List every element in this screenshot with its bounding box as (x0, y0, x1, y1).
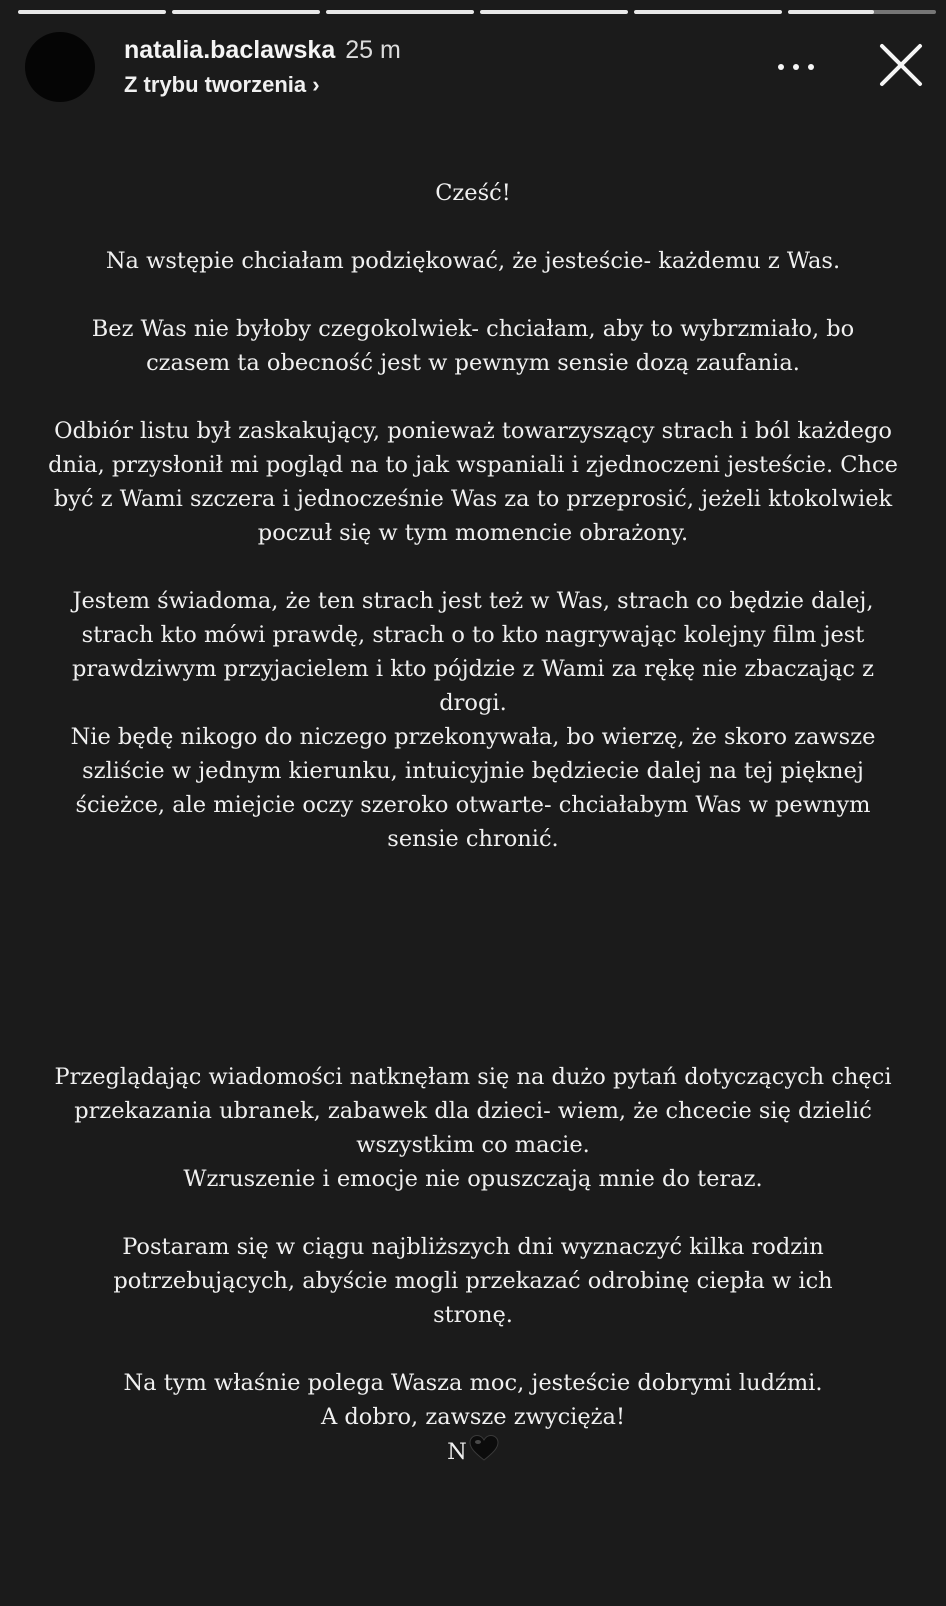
paragraph-1: Na wstępie chciałam podziękować, że jesteście- każdemu z Was. (105, 248, 841, 274)
story-header (25, 30, 926, 106)
paragraph-9: Na tym właśnie polega Wasza moc, jesteście dobrymi ludźmi. (123, 1370, 823, 1396)
paragraph-10: A dobro, zawsze zwycięża! (320, 1404, 625, 1430)
progress-segment-3 (326, 10, 474, 14)
progress-segment-1 (18, 10, 166, 14)
progress-segment-4 (480, 10, 628, 14)
story-message (30, 176, 916, 1472)
username[interactable]: natalia.baclawska (124, 36, 336, 64)
paragraph-7: Wzruszenie i emocje nie opuszczają mnie do teraz. (183, 1166, 763, 1192)
more-horizontal-icon[interactable] (778, 64, 814, 74)
create-mode-link[interactable]: Z trybu tworzenia › (124, 72, 320, 97)
paragraph-8: Postaram się w ciągu najbliższych dni wyznaczyć kilka rodzin potrzebujących, abyście mogli przekazać odrobinę ciepła w ich stronę. (113, 1234, 833, 1328)
signature: N (447, 1439, 467, 1465)
progress-segment-2 (172, 10, 320, 14)
close-icon[interactable] (876, 40, 926, 90)
paragraph-5: Nie będę nikogo do niczego przekonywała, bo wierzę, że skoro zawsze szliście w jednym kierunku, intuicyjnie będziecie dalej na tej pięknej ścieżce, ale miejcie oczy szeroko otwarte- chciałabym Was w pewnym sensie chronić. (70, 724, 876, 852)
paragraph-3: Odbiór listu był zaskakujący, ponieważ towarzyszący strach i ból każdego dnia, przysłonił mi pogląd na to jak wspaniali i zjednoczeni jesteście. Chce być z Wami szczera i jednocześnie Was za to przeprosić, jeżeli ktokolwiek poczuł się w tym momencie obrażony. (48, 418, 898, 546)
signature-line (30, 1434, 916, 1472)
paragraph-4: Jestem świadoma, że ten strach jest też w Was, strach co będzie dalej, strach kto mówi prawdę, strach o to kto nagrywając kolejny film jest prawdziwym przyjacielem i kto pójdzie z Wami za rękę nie zbaczając z drogi. (71, 588, 875, 716)
progress-segment-6 (788, 10, 936, 14)
greeting: Cześć! (435, 180, 511, 206)
paragraph-6: Przeglądając wiadomości natknęłam się na dużo pytań dotyczących chęci przekazania ubranek, zabawek dla dzieci- wiem, że chcecie się dzielić wszystkim co macie. (54, 1064, 892, 1158)
story-progress-bar (18, 10, 936, 14)
user-line (124, 36, 401, 65)
progress-segment-5 (634, 10, 782, 14)
post-time: 25 m (345, 36, 401, 64)
black-heart-icon (469, 1434, 499, 1472)
avatar[interactable] (25, 32, 95, 102)
paragraph-2: Bez Was nie byłoby czegokolwiek- chciałam, aby to wybrzmiało, bo czasem ta obecność jest w pewnym sensie dozą zaufania. (91, 316, 855, 376)
